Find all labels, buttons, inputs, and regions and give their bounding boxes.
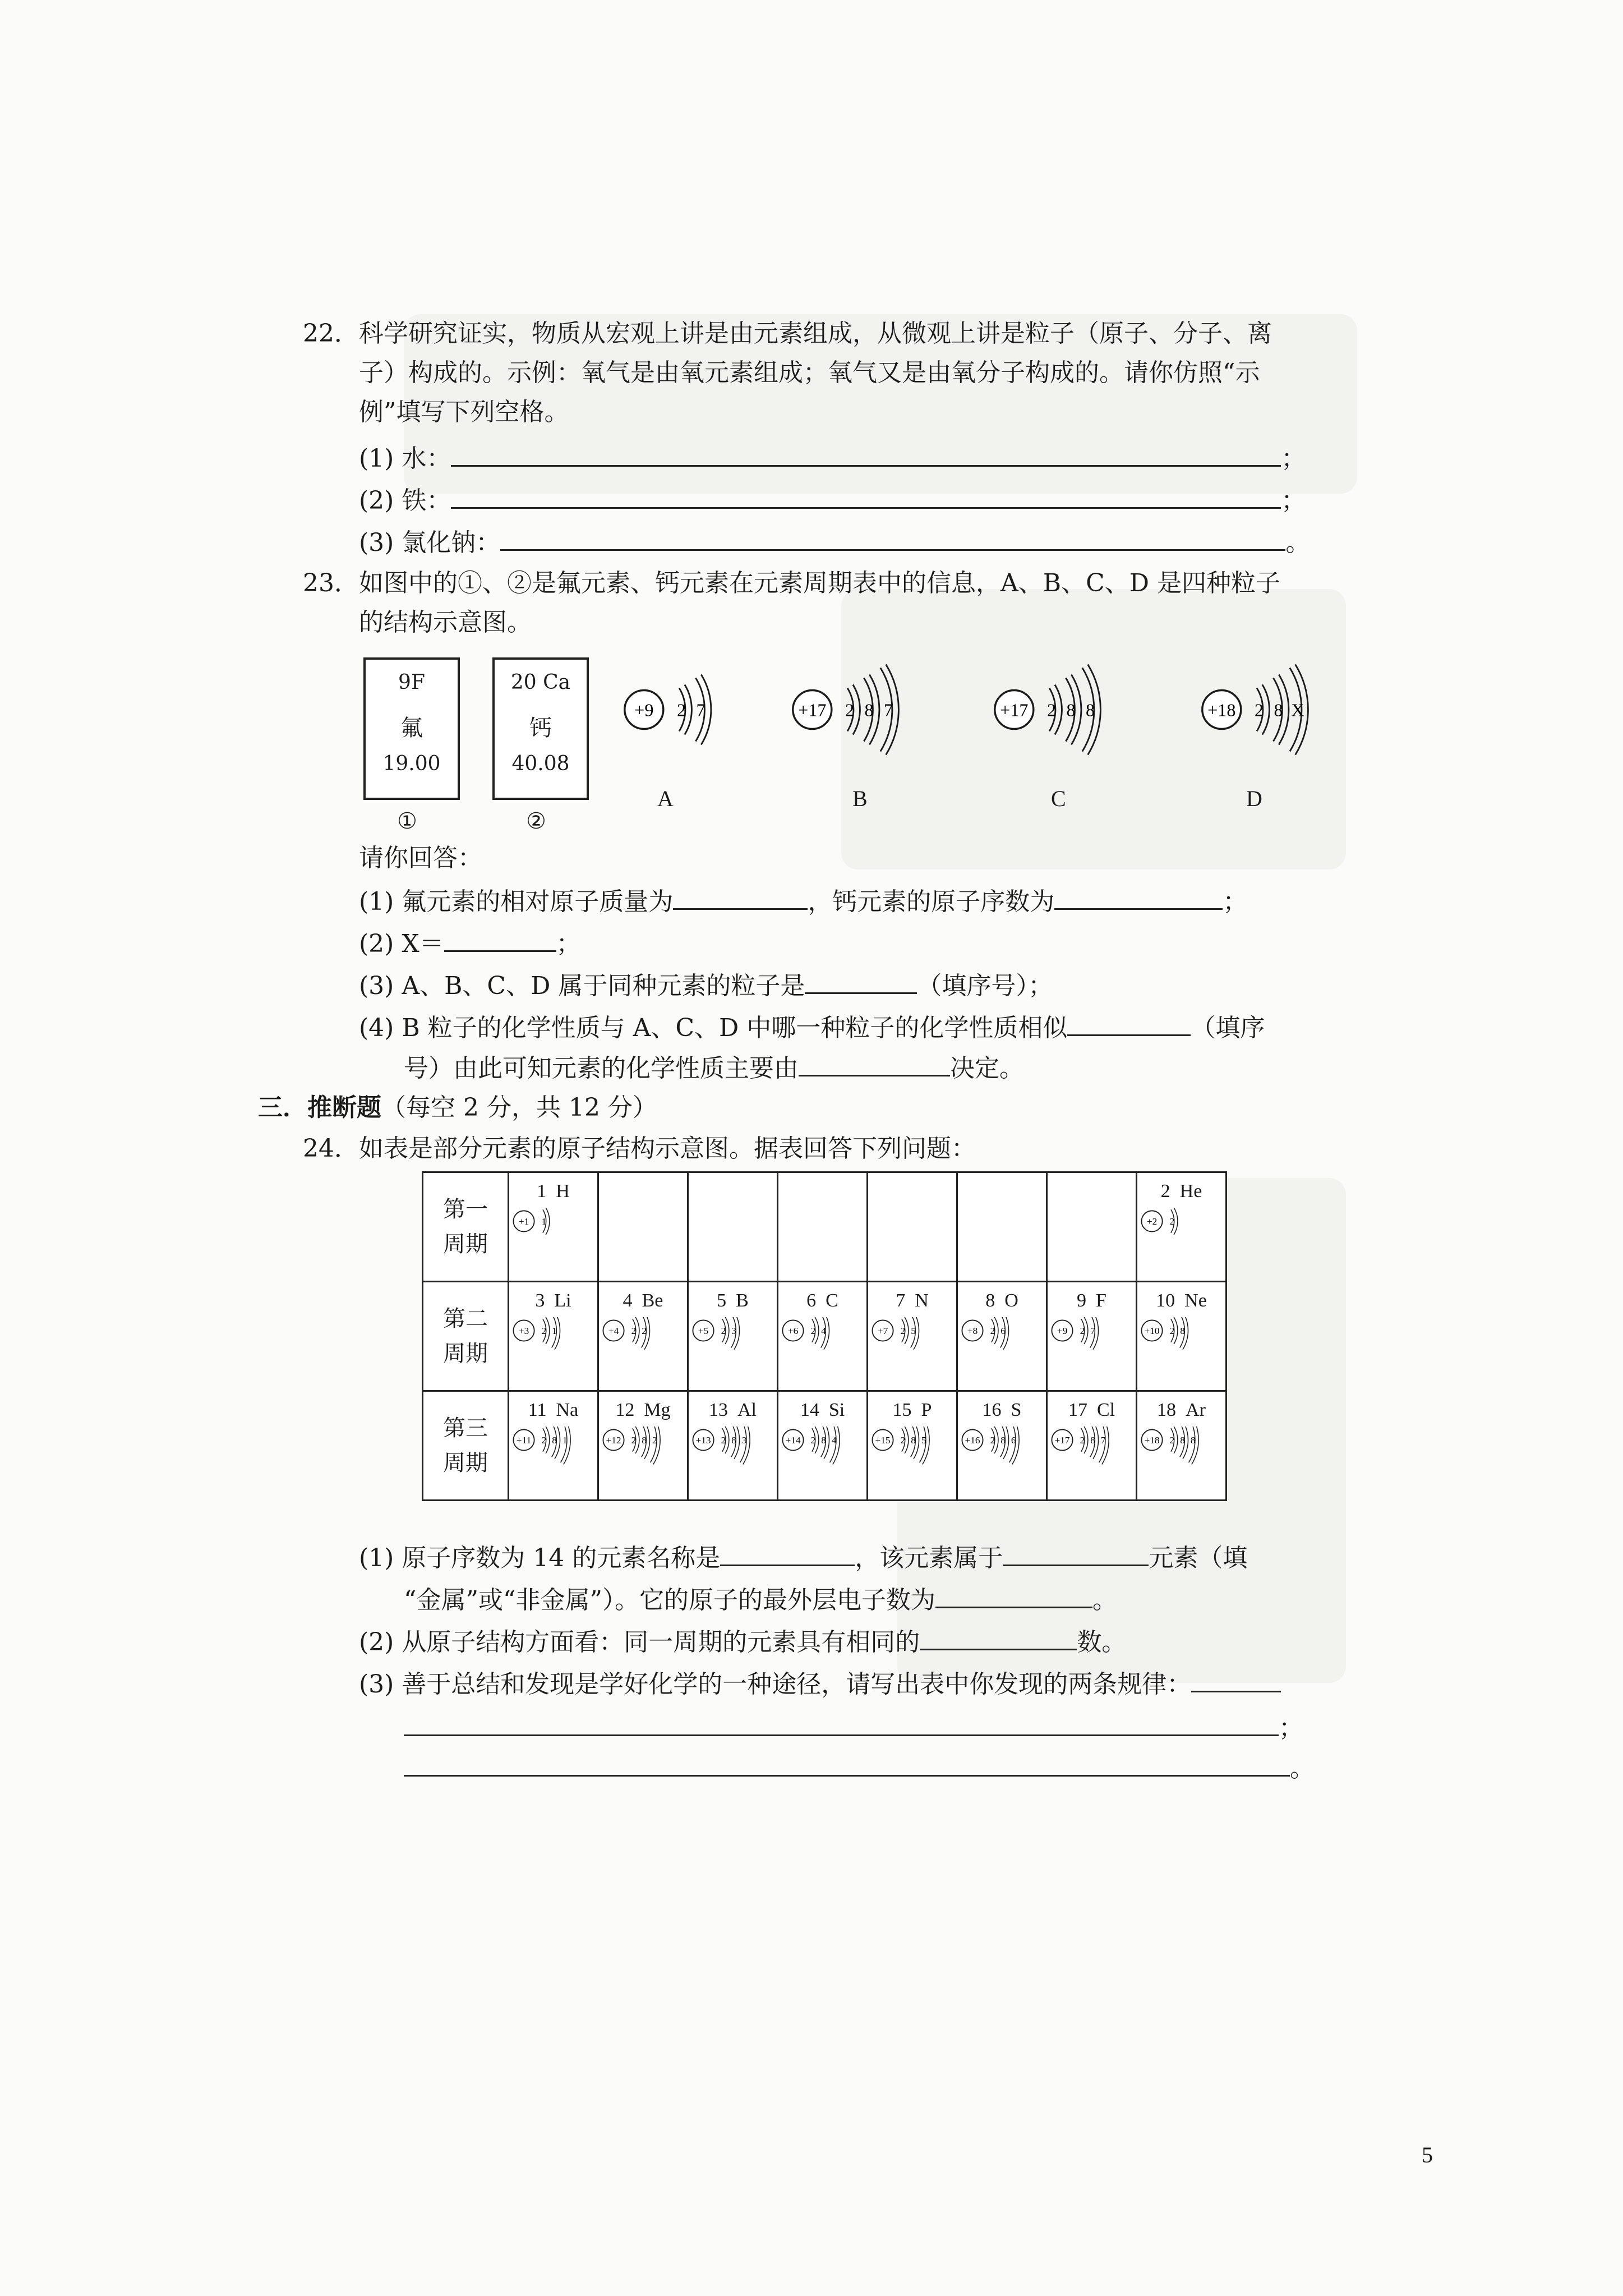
- shell-electron-count: 8: [1085, 700, 1095, 720]
- q23-sub3-text: (3) A、B、C、D 属于同种元素的粒子是: [359, 972, 805, 1000]
- shell-electron-count: 2: [1169, 1216, 1175, 1227]
- element-symbol: P: [921, 1400, 932, 1420]
- q23-sub3: [359, 968, 1053, 1003]
- nucleus-charge: +6: [787, 1326, 799, 1337]
- atomic-number: 5: [717, 1290, 727, 1311]
- q24-sub3-line2: [404, 1710, 1303, 1745]
- q24-sub1-cont: [404, 1582, 1117, 1617]
- q23-sub1-text: ，钙元素的原子序数为: [808, 887, 1055, 916]
- element-label: [1048, 1290, 1136, 1312]
- shell-electron-count: 7: [1100, 1435, 1106, 1446]
- element-symbol: B: [736, 1290, 749, 1311]
- atomic-number: 12: [615, 1400, 635, 1420]
- period-row: [423, 1282, 1227, 1391]
- element-label: [509, 1290, 597, 1312]
- element-cell: [598, 1391, 688, 1501]
- q24-sub3-text: (3) 善于总结和发现是学好化学的一种途径，请写出表中你发现的两条规律：: [359, 1670, 1192, 1699]
- answer-blank[interactable]: [404, 1710, 1279, 1736]
- element-cell: [688, 1391, 778, 1501]
- atomic-number: 16: [982, 1400, 1002, 1420]
- atom-diagram: [692, 1317, 775, 1386]
- shell-electron-count: 2: [1080, 1435, 1085, 1446]
- answer-blank[interactable]: [444, 926, 556, 952]
- element-symbol: H: [556, 1181, 570, 1202]
- atomic-number: 2: [1160, 1181, 1170, 1202]
- atomic-number: 3: [535, 1290, 545, 1311]
- shell-electron-count: 2: [631, 1435, 637, 1446]
- q24-sub3: [359, 1666, 1281, 1701]
- section3-title: 三．推断题: [258, 1093, 381, 1122]
- nucleus-charge: +13: [695, 1435, 711, 1446]
- period-label-text: 周期: [443, 1231, 488, 1257]
- element-label: [509, 1181, 597, 1202]
- diagram-label: B: [852, 786, 868, 811]
- element-label: [1048, 1400, 1136, 1421]
- element-symbol: Cl: [1096, 1400, 1115, 1420]
- shell-electron-count: 2: [631, 1326, 637, 1337]
- element-card-fluorine: [363, 657, 460, 800]
- shell-electron-count: 2: [900, 1435, 906, 1446]
- page-number: 5: [1422, 2142, 1433, 2168]
- diagram-label: C: [1051, 786, 1066, 811]
- period-label-text: 周期: [443, 1341, 488, 1366]
- q24-sub1-text: “金属”或“非金属”）。它的原子的最外层电子数为: [404, 1586, 935, 1614]
- nucleus-charge: +17: [798, 700, 827, 720]
- answer-blank[interactable]: [451, 482, 1281, 509]
- nucleus-charge: +4: [608, 1326, 619, 1337]
- atom-diagram-A: [617, 645, 763, 774]
- nucleus-charge: +10: [1144, 1326, 1160, 1337]
- shell-electron-count: 2: [652, 1435, 657, 1446]
- shell-electron-count: 6: [1011, 1435, 1016, 1446]
- atom-diagram: [872, 1317, 955, 1386]
- shell-electron-count: 8: [1180, 1326, 1185, 1337]
- period-label: [423, 1391, 509, 1501]
- q24-sub3-end: 。: [1290, 1754, 1315, 1783]
- element-cell: [1137, 1172, 1227, 1282]
- empty-cell: [957, 1172, 1047, 1282]
- empty-cell: [868, 1172, 957, 1282]
- element-symbol: Be: [642, 1290, 663, 1311]
- q23-sub4-cont: [404, 1050, 1024, 1085]
- shell-electron-count: 8: [1190, 1435, 1196, 1446]
- nucleus-charge: +11: [516, 1435, 532, 1446]
- shell-electron-count: 5: [921, 1435, 926, 1446]
- answer-blank[interactable]: [920, 1624, 1077, 1650]
- atomic-number: 7: [896, 1290, 906, 1311]
- atomic-number: 9: [1077, 1290, 1087, 1311]
- atomic-number: 11: [528, 1400, 547, 1420]
- q22-item-label: (1) 水：: [359, 444, 451, 473]
- shell-electron-count: 2: [990, 1435, 995, 1446]
- shell-electron-count: 2: [810, 1326, 816, 1337]
- atom-diagram-C: [987, 645, 1133, 774]
- answer-blank[interactable]: [1067, 1010, 1191, 1036]
- card-mass: 40.08: [511, 752, 570, 775]
- answer-blank[interactable]: [1191, 1666, 1281, 1692]
- shell-electron-count: 7: [1090, 1326, 1095, 1337]
- shell-electron-count: 8: [552, 1435, 557, 1446]
- element-label: [868, 1400, 956, 1421]
- shell-electron-count: 2: [900, 1326, 906, 1337]
- nucleus-charge: +5: [698, 1326, 709, 1337]
- period-row: [423, 1172, 1227, 1282]
- element-label: [1137, 1290, 1225, 1312]
- atomic-number: 10: [1156, 1290, 1175, 1311]
- answer-blank[interactable]: [1003, 1540, 1149, 1566]
- element-label: [778, 1400, 866, 1421]
- atomic-number: 15: [892, 1400, 912, 1420]
- atom-diagram: [602, 1317, 685, 1386]
- element-label: [689, 1400, 777, 1421]
- q23-sub2-text: (2) X＝: [359, 930, 444, 958]
- element-symbol: Ne: [1184, 1290, 1207, 1311]
- element-label: [509, 1400, 597, 1421]
- q22-item-end: ；: [1281, 486, 1306, 515]
- element-cell: [1047, 1282, 1137, 1391]
- element-symbol: He: [1179, 1181, 1202, 1202]
- shell-electron-count: 8: [1180, 1435, 1185, 1446]
- shell-electron-count: 8: [1066, 700, 1076, 720]
- shell-electron-count: 2: [1254, 700, 1264, 720]
- q22-item-label: (3) 氯化钠：: [359, 528, 501, 557]
- q23-line2: 的结构示意图。: [359, 608, 532, 637]
- q24-sub1-text: (1) 原子序数为 14 的元素名称是: [359, 1544, 721, 1572]
- nucleus-charge: +15: [875, 1435, 891, 1446]
- q22-item-end: 。: [1285, 528, 1311, 557]
- answer-blank[interactable]: [404, 1750, 1290, 1777]
- shell-electron-count: 2: [541, 1435, 547, 1446]
- q22-line3: 例”填写下列空格。: [359, 398, 569, 426]
- element-cell: [509, 1282, 598, 1391]
- shell-electron-count: 7: [883, 700, 893, 720]
- element-cell: [778, 1282, 868, 1391]
- q23-sub4-end: 决定。: [950, 1054, 1024, 1083]
- element-symbol: N: [915, 1290, 929, 1311]
- shell-electron-count: 2: [721, 1326, 726, 1337]
- diagram-label: D: [1246, 786, 1262, 811]
- nucleus-charge: +3: [518, 1326, 529, 1337]
- element-label: [599, 1400, 687, 1421]
- element-cell: [778, 1391, 868, 1501]
- empty-cell: [598, 1172, 688, 1282]
- q22-line1: 22．科学研究证实，物质从宏观上讲是由元素组成，从微观上讲是粒子（原子、分子、离: [303, 319, 1272, 348]
- shell-electron-count: 3: [741, 1435, 747, 1446]
- q24-sub2-text: (2) 从原子结构方面看：同一周期的元素具有相同的: [359, 1628, 920, 1657]
- element-cell: [509, 1391, 598, 1501]
- element-symbol: O: [1004, 1290, 1018, 1311]
- q23-sub2: [359, 926, 581, 961]
- q22-item-iron: [359, 482, 1306, 518]
- atom-diagram: [961, 1317, 1044, 1386]
- answer-blank[interactable]: [500, 524, 1285, 551]
- answer-blank[interactable]: [720, 1540, 855, 1566]
- shell-electron-count: 2: [810, 1435, 816, 1446]
- q24-sub3-line3: [404, 1750, 1315, 1786]
- shell-electron-count: 8: [1274, 700, 1283, 720]
- shell-electron-count: 8: [821, 1435, 826, 1446]
- atomic-number: 18: [1157, 1400, 1177, 1420]
- period-label-text: 第二: [443, 1306, 488, 1332]
- element-cell: [957, 1282, 1047, 1391]
- element-label: [958, 1400, 1046, 1421]
- atom-diagram: [692, 1427, 775, 1495]
- shell-electron-count: 6: [1000, 1326, 1006, 1337]
- empty-cell: [688, 1172, 778, 1282]
- nucleus-charge: +14: [785, 1435, 801, 1446]
- shell-electron-count: 4: [831, 1435, 837, 1446]
- periodic-table-excerpt: [422, 1171, 1227, 1501]
- shell-electron-count: 3: [731, 1326, 736, 1337]
- atomic-number: 6: [806, 1290, 817, 1311]
- q24-sub1-text: ，该元素属于: [855, 1544, 1003, 1572]
- atom-diagram: [1051, 1427, 1134, 1495]
- atom-diagram: [513, 1317, 596, 1386]
- shell-electron-count: 2: [541, 1326, 547, 1337]
- q22-item-end: ；: [1281, 444, 1306, 473]
- nucleus-charge: +18: [1144, 1435, 1160, 1446]
- shell-electron-count: 1: [541, 1216, 547, 1227]
- atomic-number: 1: [537, 1181, 547, 1202]
- shell-electron-count: 2: [642, 1326, 647, 1337]
- element-symbol: Si: [828, 1400, 845, 1420]
- element-symbol: Al: [737, 1400, 757, 1420]
- nucleus-charge: +18: [1207, 700, 1236, 720]
- q24-sub2-end: 数。: [1077, 1628, 1127, 1657]
- nucleus-charge: +17: [1054, 1435, 1070, 1446]
- nucleus-charge: +9: [1057, 1326, 1068, 1337]
- answer-blank[interactable]: [451, 440, 1281, 467]
- answer-blank[interactable]: [673, 884, 808, 910]
- element-label: [599, 1290, 687, 1312]
- atom-diagram: [513, 1427, 596, 1495]
- shell-electron-count: 2: [1169, 1435, 1175, 1446]
- card-tag: ①: [397, 808, 417, 834]
- atom-diagram-D: [1195, 645, 1340, 774]
- q23-sub4: [359, 1010, 1265, 1045]
- q23-sub4-text: 号）由此可知元素的化学性质主要由: [404, 1054, 799, 1083]
- card-name: 氟: [400, 715, 423, 741]
- atom-diagram: [1141, 1427, 1224, 1495]
- q23-sub3-end: （填序号）；: [917, 972, 1053, 1000]
- q23-sub1-text: (1) 氟元素的相对原子质量为: [359, 887, 674, 916]
- shell-electron-count: 8: [911, 1435, 916, 1446]
- atomic-number: 17: [1068, 1400, 1087, 1420]
- nucleus-charge: +12: [606, 1435, 621, 1446]
- atom-diagram: [782, 1317, 865, 1386]
- atomic-number: 8: [985, 1290, 995, 1311]
- card-header: 9F: [398, 671, 425, 694]
- card-header: 20 Ca: [510, 671, 571, 694]
- atom-diagram: [1141, 1208, 1224, 1276]
- shell-electron-count: 4: [821, 1326, 826, 1337]
- atomic-number: 4: [623, 1290, 633, 1311]
- card-name: 钙: [529, 715, 552, 741]
- q22-line2: 子）构成的。示例：氧气是由氧元素组成；氧气又是由氧分子构成的。请你仿照“示: [359, 358, 1260, 387]
- period-label-text: 周期: [443, 1450, 488, 1476]
- q22-item-water: [359, 440, 1306, 476]
- section3-note: （每空 2 分，共 12 分）: [381, 1093, 657, 1122]
- atomic-number: 13: [709, 1400, 728, 1420]
- shell-electron-count: 8: [642, 1435, 647, 1446]
- q23-sub4-text: （填序: [1191, 1014, 1265, 1042]
- answer-blank[interactable]: [805, 968, 917, 994]
- nucleus-charge: +7: [877, 1326, 888, 1337]
- shell-electron-count: 7: [696, 700, 706, 720]
- element-cell: [509, 1172, 598, 1282]
- atom-diagram: [1051, 1317, 1134, 1386]
- shell-electron-count: 5: [911, 1326, 916, 1337]
- shell-electron-count: 8: [1090, 1435, 1095, 1446]
- shell-electron-count: 2: [721, 1435, 726, 1446]
- q24-sub3-end: ；: [1279, 1714, 1303, 1742]
- element-symbol: Na: [556, 1400, 579, 1420]
- empty-cell: [1047, 1172, 1137, 1282]
- card-tag: ②: [526, 808, 546, 834]
- element-label: [958, 1290, 1046, 1312]
- period-label-text: 第三: [443, 1415, 488, 1441]
- nucleus-charge: +1: [518, 1216, 529, 1227]
- card-mass: 19.00: [382, 752, 441, 775]
- element-cell: [688, 1282, 778, 1391]
- atom-diagram: [872, 1427, 955, 1495]
- nucleus-charge: +16: [965, 1435, 980, 1446]
- q23-sub4-text: (4) B 粒子的化学性质与 A、C、D 中哪一种粒子的化学性质相似: [359, 1014, 1068, 1042]
- period-label: [423, 1282, 509, 1391]
- element-cell: [1137, 1391, 1227, 1501]
- q22-item-nacl: [359, 524, 1310, 560]
- nucleus-charge: +2: [1146, 1216, 1158, 1227]
- q23-line1: 23．如图中的①、②是氟元素、钙元素在元素周期表中的信息，A、B、C、D 是四种粒子: [303, 569, 1281, 597]
- element-symbol: S: [1011, 1400, 1022, 1420]
- shell-electron-count: 2: [845, 700, 855, 720]
- atom-diagram: [1141, 1317, 1224, 1386]
- atom-diagram-B: [785, 645, 931, 774]
- q24-sub1-end: 。: [1092, 1586, 1117, 1614]
- element-cell: [1137, 1282, 1227, 1391]
- element-label: [868, 1290, 956, 1312]
- q23-sub1-end: ；: [1223, 887, 1248, 916]
- element-label: [778, 1290, 866, 1312]
- atomic-number: 14: [800, 1400, 819, 1420]
- element-symbol: Mg: [644, 1400, 671, 1420]
- empty-cell: [778, 1172, 868, 1282]
- shell-electron-count: X: [1291, 700, 1304, 720]
- atom-diagram: [513, 1208, 596, 1276]
- q24-sub1: [359, 1540, 1247, 1575]
- nucleus-charge: +8: [967, 1326, 978, 1337]
- element-label: [1137, 1181, 1225, 1202]
- q22-item-label: (2) 铁：: [359, 486, 451, 515]
- shell-electron-count: 2: [990, 1326, 995, 1337]
- element-cell: [1047, 1391, 1137, 1501]
- atom-diagram: [602, 1427, 685, 1495]
- period-label-text: 第一: [443, 1197, 488, 1222]
- section3-heading: [258, 1091, 657, 1125]
- element-symbol: Li: [554, 1290, 571, 1311]
- shell-electron-count: 2: [676, 700, 686, 720]
- element-cell: [868, 1391, 957, 1501]
- shell-electron-count: 8: [864, 700, 874, 720]
- q23-prompt: 请你回答：: [359, 844, 482, 872]
- diagram-label: A: [657, 786, 674, 811]
- shell-electron-count: 8: [731, 1435, 736, 1446]
- q24-sub2: [359, 1624, 1126, 1659]
- shell-electron-count: 2: [1046, 700, 1057, 720]
- period-row: [423, 1391, 1227, 1501]
- shell-electron-count: 1: [562, 1435, 568, 1446]
- answer-blank[interactable]: [935, 1582, 1092, 1608]
- shell-electron-count: 2: [1169, 1326, 1175, 1337]
- element-symbol: F: [1096, 1290, 1106, 1311]
- element-symbol: Ar: [1186, 1400, 1206, 1420]
- shell-electron-count: 1: [552, 1326, 557, 1337]
- nucleus-charge: +17: [1000, 700, 1029, 720]
- element-cell: [957, 1391, 1047, 1501]
- atom-diagram: [961, 1427, 1044, 1495]
- q23-sub1: [359, 884, 1247, 919]
- answer-blank[interactable]: [1054, 884, 1223, 910]
- element-cell: [598, 1282, 688, 1391]
- period-label: [423, 1172, 509, 1282]
- element-label: [1137, 1400, 1225, 1421]
- shell-electron-count: 2: [1080, 1326, 1085, 1337]
- element-cell: [868, 1282, 957, 1391]
- q24-intro: 24．如表是部分元素的原子结构示意图。据表回答下列问题：: [303, 1134, 976, 1163]
- q24-sub1-text: 元素（填: [1149, 1544, 1248, 1572]
- q23-sub2-end: ；: [556, 930, 581, 958]
- atom-diagram: [782, 1427, 865, 1495]
- nucleus-charge: +9: [634, 700, 654, 720]
- element-symbol: C: [826, 1290, 838, 1311]
- shell-electron-count: 8: [1000, 1435, 1006, 1446]
- element-label: [689, 1290, 777, 1312]
- element-card-calcium: [492, 657, 589, 800]
- answer-blank[interactable]: [799, 1050, 950, 1076]
